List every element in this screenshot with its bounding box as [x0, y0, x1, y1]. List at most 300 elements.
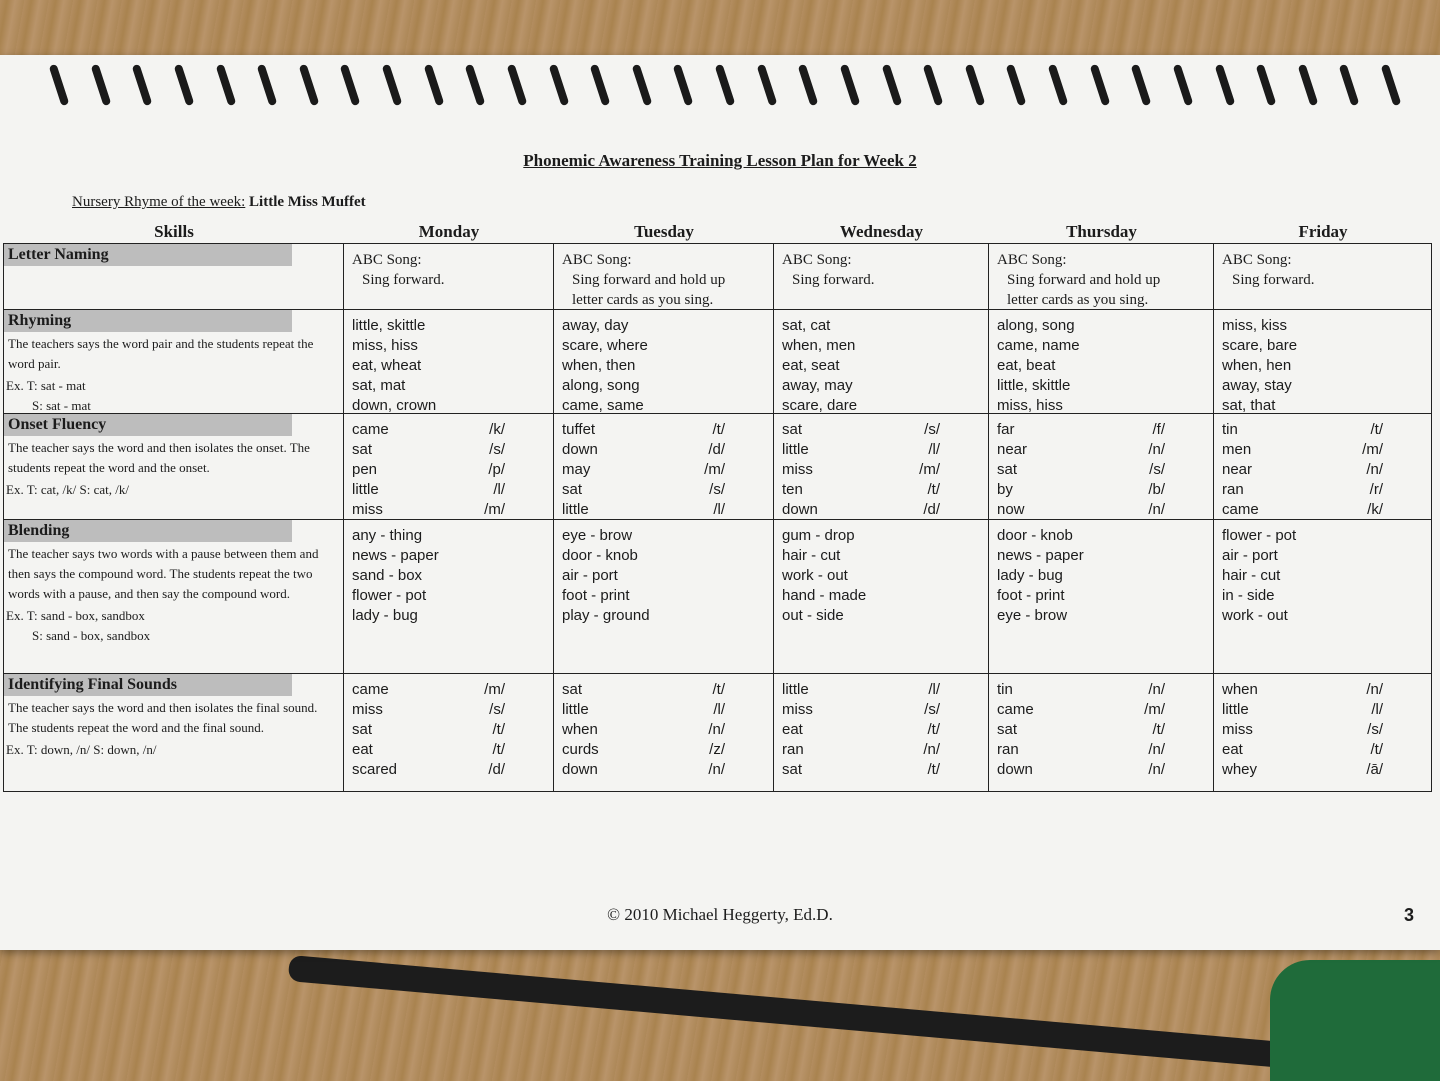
sound: /s/: [924, 701, 940, 718]
sound: /b/: [1148, 481, 1165, 498]
compound-word: work - out: [782, 567, 848, 584]
song-line: ABC Song:: [352, 252, 422, 268]
song-line: Sing forward.: [1232, 272, 1315, 288]
word-pair: along, song: [562, 377, 640, 394]
word-sound-pair: [782, 420, 980, 440]
word-sound-pair: [352, 480, 545, 500]
spiral-coil: [798, 64, 819, 106]
spiral-coil: [423, 64, 444, 106]
spiral-coil: [1173, 64, 1194, 106]
sound: /s/: [489, 701, 505, 718]
page-number: 3: [1403, 905, 1414, 925]
copyright-footer: © 2010 Michael Heggerty, Ed.D.: [607, 905, 833, 924]
skill-letter-naming: [3, 243, 344, 310]
sound: /k/: [489, 421, 505, 438]
word-sound-pair: [782, 480, 980, 500]
word-sound-pair: [562, 760, 765, 780]
word: down: [782, 501, 818, 518]
skill-identifying-final-sounds: [3, 673, 344, 792]
spiral-coil: [923, 64, 944, 106]
word-pair: away, may: [782, 377, 853, 394]
page-title: Phonemic Awareness Training Lesson Plan for Week 2: [523, 151, 917, 170]
word: near: [1222, 461, 1253, 478]
word: came: [352, 421, 389, 438]
word: now: [997, 501, 1025, 518]
green-cup: [1270, 960, 1440, 1081]
sound: /n/: [1148, 681, 1165, 698]
sound: /k/: [1367, 501, 1383, 518]
sound: /ā/: [1366, 761, 1383, 778]
spiral-coil: [1339, 64, 1360, 106]
word-pair: away, stay: [1222, 377, 1292, 394]
spiral-coil: [840, 64, 861, 106]
word: little: [782, 441, 809, 458]
word: came: [1222, 501, 1259, 518]
header-thursday: Thursday: [1066, 222, 1137, 241]
word: sat: [997, 721, 1018, 738]
compound-word: gum - drop: [782, 527, 855, 544]
sound: /n/: [1148, 501, 1165, 518]
sound: /t/: [927, 721, 940, 738]
word: tin: [997, 681, 1013, 698]
compound-word: eye - brow: [562, 527, 633, 544]
song-line: ABC Song:: [782, 252, 852, 268]
skill-name: Letter Naming: [4, 244, 292, 266]
word-sound-pair: [782, 440, 980, 460]
word-sound-pair: [782, 760, 980, 780]
compound-word: out - side: [782, 607, 844, 624]
word: by: [997, 481, 1013, 498]
compound-word: hand - made: [782, 587, 867, 604]
word-sound-pair: [782, 700, 980, 720]
sound: /s/: [924, 421, 940, 438]
word: came: [352, 681, 389, 698]
word-sound-pair: [562, 420, 765, 440]
compound-word: foot - print: [562, 587, 630, 604]
lesson-plan-page: [0, 55, 1440, 950]
spiral-coil: [382, 64, 403, 106]
word: sat: [782, 421, 803, 438]
word-sound-pair: [1222, 420, 1423, 440]
word: little: [782, 681, 809, 698]
sound: /l/: [928, 681, 940, 698]
sound: /m/: [484, 681, 505, 698]
word: came: [997, 701, 1034, 718]
word-pair: scare, dare: [782, 397, 858, 414]
header-skills: Skills: [154, 222, 194, 241]
compound-word: air - port: [1222, 547, 1278, 564]
word: may: [562, 461, 591, 478]
skill-name: Rhyming: [4, 310, 292, 332]
word-sound-pair: [562, 700, 765, 720]
compound-word: hair - cut: [1222, 567, 1281, 584]
spiral-coil: [340, 64, 361, 106]
word: tuffet: [562, 421, 596, 438]
word: scared: [352, 761, 398, 778]
spiral-coil: [756, 64, 777, 106]
spiral-coil: [1214, 64, 1235, 106]
sound: /r/: [1369, 481, 1383, 498]
spiral-coil: [1006, 64, 1027, 106]
skill-description: The teacher says the word and then isolates the final sound. The students repeat the word and the final sound.: [8, 700, 318, 735]
word: sat: [782, 761, 803, 778]
rhyming-wednesday: [773, 309, 989, 414]
word-sound-pair: [562, 460, 765, 480]
sound: /n/: [708, 761, 725, 778]
rhyming-tuesday: [553, 309, 774, 414]
spiral-coil: [673, 64, 694, 106]
word-pair: along, song: [997, 317, 1075, 334]
word-sound-pair: [1222, 680, 1423, 700]
word-pair: sat, cat: [782, 317, 831, 334]
word-sound-pair: [1222, 440, 1423, 460]
sound: /s/: [709, 481, 725, 498]
skill-name: Identifying Final Sounds: [4, 674, 292, 696]
onset-friday: [1213, 413, 1432, 520]
word: ran: [997, 741, 1019, 758]
word-sound-pair: [562, 500, 765, 520]
word: eat: [782, 721, 803, 738]
word-sound-pair: [997, 760, 1205, 780]
word-pair: came, name: [997, 337, 1080, 354]
word: pen: [352, 461, 378, 478]
word-pair: scare, bare: [1222, 337, 1298, 354]
sound: /m/: [1144, 701, 1165, 718]
word-pair: when, men: [782, 337, 856, 354]
final-sounds-tuesday: [553, 673, 774, 792]
word-sound-pair: [1222, 740, 1423, 760]
rhyming-thursday: [988, 309, 1214, 414]
word-pair: little, skittle: [997, 377, 1071, 394]
sound: /z/: [709, 741, 725, 758]
compound-word: any - thing: [352, 527, 423, 544]
word-sound-pair: [782, 740, 980, 760]
sound: /t/: [712, 681, 725, 698]
word-sound-pair: [352, 420, 545, 440]
word-sound-pair: [782, 460, 980, 480]
compound-word: flower - pot: [352, 587, 427, 604]
word-pair: when, hen: [1222, 357, 1292, 374]
compound-word: foot - print: [997, 587, 1065, 604]
song-line: ABC Song:: [997, 252, 1067, 268]
spiral-coil: [1381, 64, 1402, 106]
compound-word: lady - bug: [997, 567, 1063, 584]
skill-example: Ex. T: down, /n/ S: down, /n/: [6, 742, 157, 757]
word-sound-pair: [997, 720, 1205, 740]
sound: /n/: [1148, 441, 1165, 458]
compound-word: news - paper: [997, 547, 1084, 564]
word-sound-pair: [562, 440, 765, 460]
nursery-rhyme-label: Nursery Rhyme of the week:: [72, 194, 246, 210]
sound: /f/: [1152, 421, 1165, 438]
word-sound-pair: [562, 480, 765, 500]
word: eat: [352, 741, 373, 758]
compound-word: eye - brow: [997, 607, 1068, 624]
word-sound-pair: [562, 680, 765, 700]
sound: /n/: [1148, 741, 1165, 758]
word-sound-pair: [352, 440, 545, 460]
rhyming-friday: [1213, 309, 1432, 414]
spiral-coil: [1131, 64, 1152, 106]
sound: /t/: [492, 721, 505, 738]
word-pair: eat, seat: [782, 357, 840, 374]
word: sat: [562, 481, 583, 498]
skill-description: The teacher says two words with a pause between them and then says the compound word. The students repeat the two words with a pause, and then say the compound word.: [8, 546, 319, 601]
word-sound-pair: [997, 700, 1205, 720]
word-sound-pair: [1222, 500, 1423, 520]
spiral-coil: [49, 64, 70, 106]
word-pair: away, day: [562, 317, 629, 334]
word-pair: eat, wheat: [352, 357, 422, 374]
word: curds: [562, 741, 599, 758]
word-sound-pair: [562, 740, 765, 760]
word-sound-pair: [782, 680, 980, 700]
word: eat: [1222, 741, 1243, 758]
header-monday: Monday: [418, 222, 480, 241]
letter-naming-wednesday: [773, 243, 989, 310]
word: ran: [782, 741, 804, 758]
word-sound-pair: [1222, 480, 1423, 500]
sound: /l/: [493, 481, 505, 498]
skill-example: S: sat - mat: [32, 398, 91, 413]
word-sound-pair: [1222, 760, 1423, 780]
sound: /m/: [919, 461, 940, 478]
word: miss: [1222, 721, 1253, 738]
word: tin: [1222, 421, 1238, 438]
sound: /t/: [1370, 421, 1383, 438]
compound-word: sand - box: [352, 567, 423, 584]
word: miss: [782, 701, 813, 718]
song-line: letter cards as you sing.: [1007, 292, 1149, 308]
onset-thursday: [988, 413, 1214, 520]
compound-word: play - ground: [562, 607, 650, 624]
skill-example: Ex. T: sand - box, sandbox: [6, 608, 145, 623]
word: little: [562, 701, 589, 718]
spiral-coil: [90, 64, 111, 106]
word-sound-pair: [782, 720, 980, 740]
header-friday: Friday: [1298, 222, 1348, 241]
skill-description: The teachers says the word pair and the students repeat the word pair.: [8, 336, 314, 371]
skill-name: Blending: [4, 520, 292, 542]
sound: /d/: [708, 441, 725, 458]
word: little: [352, 481, 379, 498]
song-line: Sing forward.: [362, 272, 445, 288]
spiral-binding: [55, 55, 1395, 115]
sound: /t/: [927, 481, 940, 498]
word: near: [997, 441, 1028, 458]
word: miss: [352, 701, 383, 718]
sound: /d/: [488, 761, 505, 778]
word-pair: sat, that: [1222, 397, 1276, 414]
skill-example: Ex. T: cat, /k/ S: cat, /k/: [6, 482, 129, 497]
sound: /m/: [704, 461, 725, 478]
spiral-coil: [548, 64, 569, 106]
sound: /s/: [1367, 721, 1383, 738]
letter-naming-monday: [343, 243, 554, 310]
song-line: Sing forward and hold up: [1007, 272, 1161, 288]
spiral-coil: [964, 64, 985, 106]
word: whey: [1222, 761, 1258, 778]
letter-naming-thursday: [988, 243, 1214, 310]
word-sound-pair: [997, 680, 1205, 700]
word: little: [1222, 701, 1249, 718]
skill-onset-fluency: [3, 413, 344, 520]
word: sat: [562, 681, 583, 698]
word: ran: [1222, 481, 1244, 498]
word-sound-pair: [1222, 720, 1423, 740]
sound: /n/: [1148, 761, 1165, 778]
word-pair: eat, beat: [997, 357, 1056, 374]
blending-monday: [343, 519, 554, 674]
skill-rhyming: [3, 309, 344, 414]
sound: /p/: [488, 461, 505, 478]
spiral-coil: [507, 64, 528, 106]
lesson-plan-table: [4, 220, 1432, 792]
compound-word: hair - cut: [782, 547, 841, 564]
sound: /l/: [713, 501, 725, 518]
spiral-coil: [174, 64, 195, 106]
sound: /t/: [492, 741, 505, 758]
word: down: [562, 761, 598, 778]
sound: /n/: [1366, 461, 1383, 478]
word-sound-pair: [352, 460, 545, 480]
sound: /s/: [1149, 461, 1165, 478]
word: miss: [352, 501, 383, 518]
spiral-coil: [1089, 64, 1110, 106]
song-line: ABC Song:: [1222, 252, 1292, 268]
sound: /t/: [927, 761, 940, 778]
compound-word: lady - bug: [352, 607, 418, 624]
word-sound-pair: [352, 700, 545, 720]
word-sound-pair: [562, 720, 765, 740]
blending-friday: [1213, 519, 1432, 674]
final-sounds-monday: [343, 673, 554, 792]
word-pair: came, same: [562, 397, 644, 414]
word: sat: [352, 441, 373, 458]
song-line: Sing forward.: [792, 272, 875, 288]
compound-word: news - paper: [352, 547, 439, 564]
spiral-coil: [215, 64, 236, 106]
blending-wednesday: [773, 519, 989, 674]
onset-monday: [343, 413, 554, 520]
spiral-coil: [298, 64, 319, 106]
skill-name: Onset Fluency: [4, 414, 292, 436]
word-sound-pair: [997, 480, 1205, 500]
word: little: [562, 501, 589, 518]
nursery-rhyme-value: Little Miss Muffet: [249, 194, 366, 210]
header-tuesday: Tuesday: [634, 222, 694, 241]
skill-example: S: sand - box, sandbox: [32, 628, 151, 643]
song-line: letter cards as you sing.: [572, 292, 714, 308]
letter-naming-friday: [1213, 243, 1432, 310]
spiral-coil: [132, 64, 153, 106]
sound: /n/: [923, 741, 940, 758]
word-pair: down, crown: [352, 397, 437, 414]
nursery-rhyme-line: [72, 194, 366, 211]
word-sound-pair: [997, 460, 1205, 480]
final-sounds-wednesday: [773, 673, 989, 792]
sound: /n/: [708, 721, 725, 738]
compound-word: door - knob: [562, 547, 638, 564]
sound: /d/: [923, 501, 940, 518]
spiral-coil: [1256, 64, 1277, 106]
skill-blending: [3, 519, 344, 674]
rhyming-monday: [343, 309, 554, 414]
sound: /l/: [1371, 701, 1383, 718]
sound: /m/: [1362, 441, 1383, 458]
word: when: [562, 721, 598, 738]
word-sound-pair: [352, 760, 545, 780]
word: sat: [997, 461, 1018, 478]
word-sound-pair: [352, 720, 545, 740]
word-sound-pair: [352, 740, 545, 760]
song-line: Sing forward and hold up: [572, 272, 726, 288]
word-pair: sat, mat: [352, 377, 406, 394]
compound-word: air - port: [562, 567, 618, 584]
word: down: [562, 441, 598, 458]
sound: /m/: [484, 501, 505, 518]
spiral-coil: [1297, 64, 1318, 106]
word-sound-pair: [352, 680, 545, 700]
sound: /t/: [1152, 721, 1165, 738]
word-pair: little, skittle: [352, 317, 426, 334]
word: sat: [352, 721, 373, 738]
spiral-coil: [465, 64, 486, 106]
spiral-coil: [1048, 64, 1069, 106]
word-pair: miss, kiss: [1222, 317, 1287, 334]
skill-example: Ex. T: sat - mat: [6, 378, 86, 393]
word-sound-pair: [997, 420, 1205, 440]
word-sound-pair: [352, 500, 545, 520]
song-line: ABC Song:: [562, 252, 632, 268]
word-pair: miss, hiss: [997, 397, 1063, 414]
compound-word: door - knob: [997, 527, 1073, 544]
word-sound-pair: [997, 740, 1205, 760]
blending-thursday: [988, 519, 1214, 674]
compound-word: flower - pot: [1222, 527, 1297, 544]
word-sound-pair: [782, 500, 980, 520]
sound: /n/: [1366, 681, 1383, 698]
word-pair: scare, where: [562, 337, 648, 354]
onset-wednesday: [773, 413, 989, 520]
sound: /t/: [1370, 741, 1383, 758]
word-sound-pair: [1222, 460, 1423, 480]
word-sound-pair: [1222, 700, 1423, 720]
word: ten: [782, 481, 803, 498]
word: far: [997, 421, 1015, 438]
word: when: [1222, 681, 1258, 698]
word: down: [997, 761, 1033, 778]
word-sound-pair: [997, 440, 1205, 460]
spiral-coil: [715, 64, 736, 106]
word-sound-pair: [997, 500, 1205, 520]
spiral-coil: [631, 64, 652, 106]
letter-naming-tuesday: [553, 243, 774, 310]
sound: /t/: [712, 421, 725, 438]
sound: /s/: [489, 441, 505, 458]
compound-word: in - side: [1222, 587, 1275, 604]
word: men: [1222, 441, 1252, 458]
spiral-coil: [881, 64, 902, 106]
final-sounds-friday: [1213, 673, 1432, 792]
spiral-coil: [590, 64, 611, 106]
compound-word: work - out: [1222, 607, 1288, 624]
sound: /l/: [928, 441, 940, 458]
final-sounds-thursday: [988, 673, 1214, 792]
word: miss: [782, 461, 813, 478]
word-pair: miss, hiss: [352, 337, 418, 354]
sound: /l/: [713, 701, 725, 718]
